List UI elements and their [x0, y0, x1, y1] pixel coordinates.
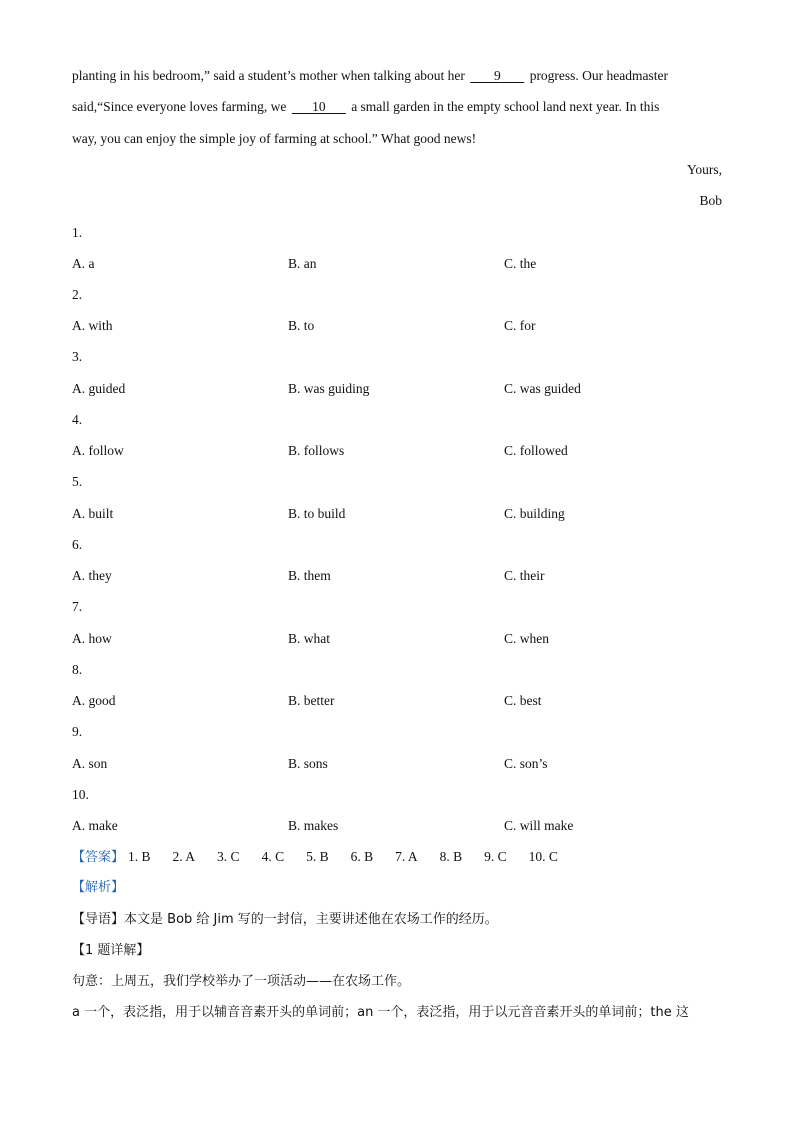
q1-detail-label: 【1 题详解】 — [72, 943, 150, 958]
passage-line-2 — [72, 98, 659, 116]
passage-text: said,“Since everyone loves farming, we — [72, 99, 290, 114]
answer-item: 3. C — [217, 849, 240, 864]
option-c: C. their — [504, 568, 545, 583]
option-c: C. followed — [504, 443, 568, 458]
answer-item: 1. B — [128, 849, 151, 864]
question-number: 1. — [72, 225, 83, 240]
option-c: C. the — [504, 256, 537, 271]
option-c: C. best — [504, 693, 542, 708]
option-c: C. when — [504, 631, 549, 646]
letter-closing: Yours, — [686, 162, 722, 177]
option-a: A. guided — [72, 381, 126, 396]
answer-item: 2. A — [172, 849, 196, 864]
blank-9: 9 — [493, 68, 501, 83]
answer-row — [72, 848, 580, 867]
option-a: A. son — [72, 756, 108, 771]
answer-label: 【答案】 — [72, 850, 125, 865]
answer-item: 4. C — [261, 849, 285, 864]
answer-item: 6. B — [350, 849, 374, 864]
answer-item: 8. B — [439, 849, 463, 864]
question-number: 5. — [72, 474, 83, 489]
passage-text: planting in his bedroom,” said a student’s mother when talking about her — [72, 68, 469, 83]
option-a: A. with — [72, 318, 113, 333]
intro-label: 【导语】 — [72, 912, 125, 927]
option-a: A. follow — [72, 443, 124, 458]
question-number: 6. — [72, 537, 83, 552]
answer-item: 9. C — [484, 849, 507, 864]
option-b: B. follows — [288, 443, 345, 458]
intro-line — [72, 911, 498, 929]
intro-text: 本文是 Bob 给 Jim 写的一封信，主要讲述他在农场工作的经历。 — [124, 912, 498, 927]
option-a: A. good — [72, 693, 116, 708]
passage-line-3: way, you can enjoy the simple joy of farming at school.” What good news! — [72, 131, 477, 146]
option-b: B. better — [288, 693, 335, 708]
letter-signature: Bob — [699, 193, 722, 208]
q1-explanation: a 一个，表泛指，用于以辅音音素开头的单词前；an 一个，表泛指，用于以元音音素开头的单词前；the 这 — [72, 1005, 689, 1020]
option-b: B. to build — [288, 506, 346, 521]
blank-10: 10 — [312, 99, 326, 114]
option-b: B. sons — [288, 756, 328, 771]
question-number: 7. — [72, 599, 83, 614]
option-b: B. them — [288, 568, 331, 583]
passage-line-1 — [72, 67, 668, 85]
question-number: 3. — [72, 349, 83, 364]
option-c: C. son’s — [504, 756, 548, 771]
question-number: 10. — [72, 787, 89, 802]
option-a: A. built — [72, 506, 114, 521]
passage-text: a small garden in the empty school land next year. In this — [347, 99, 660, 114]
option-b: B. was guiding — [288, 381, 370, 396]
option-a: A. they — [72, 568, 112, 583]
option-c: C. was guided — [504, 381, 581, 396]
answer-item: 5. B — [306, 849, 329, 864]
option-b: B. to — [288, 318, 315, 333]
option-c: C. building — [504, 506, 565, 521]
question-number: 4. — [72, 412, 83, 427]
option-a: A. how — [72, 631, 112, 646]
answer-item: 10. C — [528, 849, 558, 864]
question-number: 2. — [72, 287, 83, 302]
q1-sentence: 句意：上周五，我们学校举办了一项活动——在农场工作。 — [72, 974, 411, 989]
option-b: B. what — [288, 631, 330, 646]
passage-text: progress. Our headmaster — [526, 68, 669, 83]
analysis-label: 【解析】 — [72, 880, 125, 895]
option-a: A. a — [72, 256, 95, 271]
option-a: A. make — [72, 818, 118, 833]
answer-item: 7. A — [395, 849, 418, 864]
option-b: B. an — [288, 256, 317, 271]
option-b: B. makes — [288, 818, 339, 833]
question-number: 8. — [72, 662, 83, 677]
option-c: C. will make — [504, 818, 574, 833]
option-c: C. for — [504, 318, 536, 333]
question-number: 9. — [72, 724, 83, 739]
